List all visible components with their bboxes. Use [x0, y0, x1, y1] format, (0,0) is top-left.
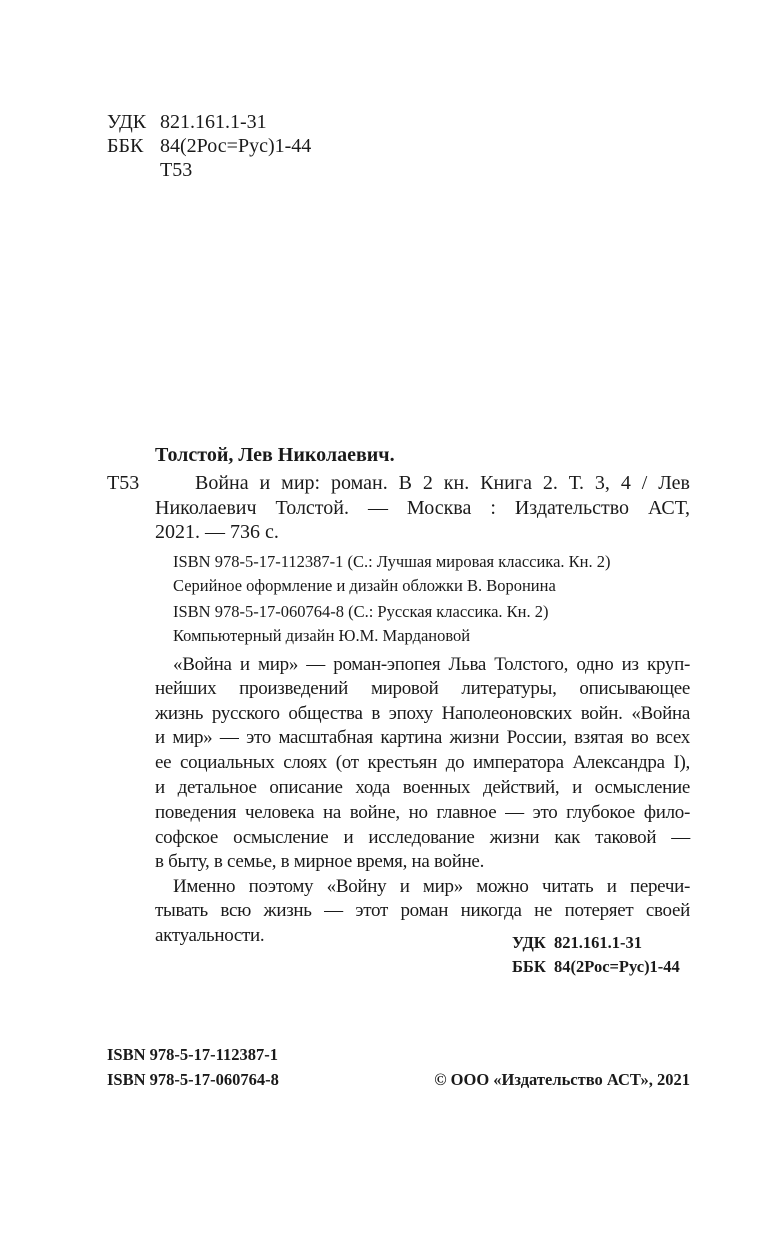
annotation-line: тывать всю жизнь — этот роман никогда не потеряет своей	[155, 900, 690, 921]
udk-value: 821.161.1-31	[160, 111, 267, 133]
catalog-sign: Т53	[107, 472, 140, 494]
annotation-line: поведения человека на войне, но главное — это глубокое фило-	[155, 802, 690, 823]
catalog-udk: УДК 821.161.1-31	[512, 933, 643, 952]
isbn-series-line: ISBN 978-5-17-112387-1 (С.: Лучшая мировая классика. Кн. 2)	[173, 552, 611, 571]
annotation-line: Именно поэтому «Войну и мир» можно читать и перечи-	[173, 876, 690, 897]
annotation-line: жизнь русского общества в эпоху Наполеоновских войн. «Война	[155, 703, 690, 724]
annotation-line: в быту, в семье, в мирное время, на войне.	[155, 851, 485, 872]
author-sign: Т53	[160, 159, 193, 181]
footer-isbn: ISBN 978-5-17-112387-1	[107, 1045, 278, 1064]
annotation-line: и мир» — это масштабная картина жизни России, взятая во всех	[155, 727, 690, 748]
author-heading: Толстой, Лев Николаевич.	[155, 444, 395, 466]
design-credit-line: Компьютерный дизайн Ю.М. Мардановой	[173, 626, 471, 645]
description-line: Николаевич Толстой. — Москва : Издательство АСТ,	[155, 497, 690, 519]
annotation-line: софское осмысление и исследование жизни как таковой —	[155, 827, 690, 848]
annotation-line: «Война и мир» — роман-эпопея Льва Толстого, одно из круп-	[173, 654, 690, 675]
copyright: © ООО «Издательство АСТ», 2021	[434, 1070, 690, 1089]
isbn-series-line: ISBN 978-5-17-060764-8 (С.: Русская классика. Кн. 2)	[173, 602, 549, 621]
annotation-line: актуальности.	[155, 925, 265, 946]
annotation-line: и детальное описание хода военных действий, и осмысление	[155, 777, 690, 798]
footer-isbn: ISBN 978-5-17-060764-8	[107, 1070, 279, 1089]
bbk-label: ББК	[107, 135, 144, 157]
udk-label: УДК	[107, 111, 147, 133]
annotation-line: ее социальных слоях (от крестьян до императора Александра I),	[155, 752, 690, 773]
description-line: Война и мир: роман. В 2 кн. Книга 2. Т. 3, 4 / Лев	[195, 472, 690, 494]
description-line: 2021. — 736 с.	[155, 521, 279, 543]
bbk-value: 84(2Рос=Рус)1-44	[160, 135, 312, 157]
catalog-bbk: ББК 84(2Рос=Рус)1-44	[512, 957, 680, 976]
design-credit-line: Серийное оформление и дизайн обложки В. Воронина	[173, 576, 556, 595]
annotation-line: нейших произведений мировой литературы, описывающее	[155, 678, 690, 699]
